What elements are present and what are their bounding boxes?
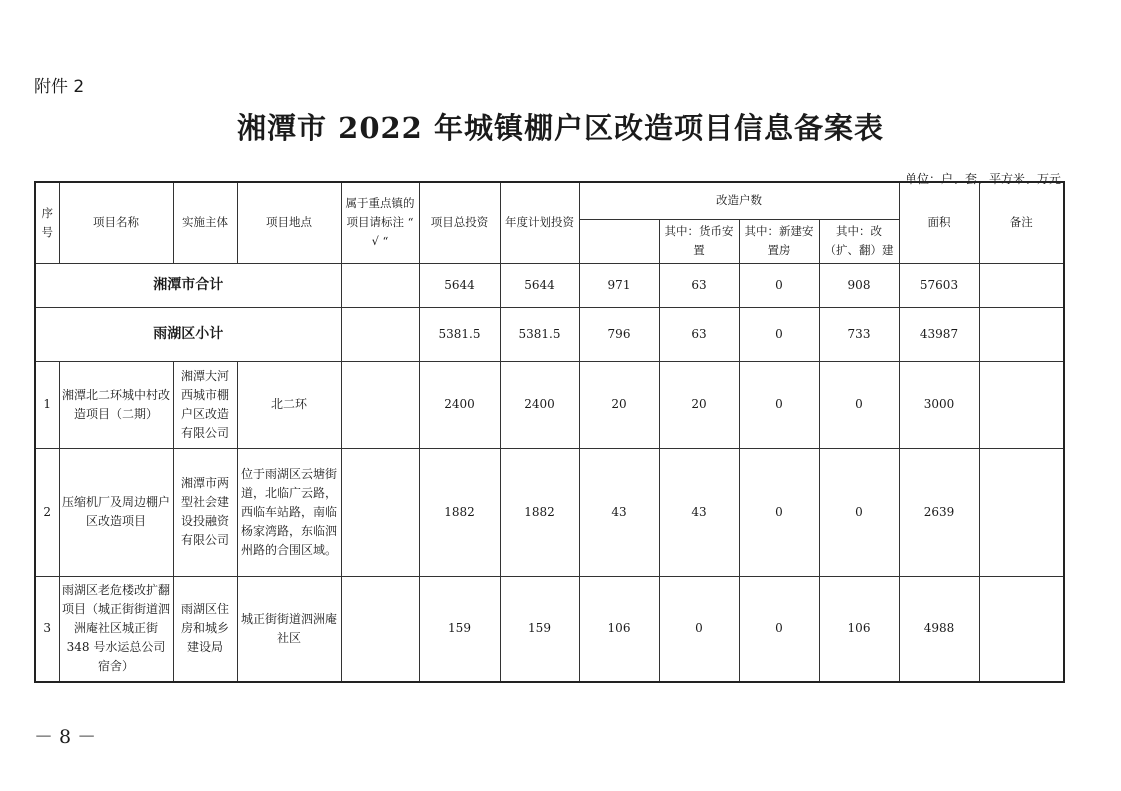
attachment-label: 附件 2 <box>34 77 85 97</box>
row-entity: 湘潭大河西城市棚户区改造有限公司 <box>173 361 237 448</box>
header-currency: 其中：货币安置 <box>659 219 739 263</box>
row-name: 雨湖区老危楼改扩翻项目（城正街街道泗洲庵社区城正街 348 号水运总公司宿舍） <box>59 576 173 682</box>
summary-currency: 63 <box>659 307 739 361</box>
document-title: 湘潭市 2022 年城镇棚户区改造项目信息备案表 <box>237 111 884 145</box>
summary-total: 5381.5 <box>419 307 500 361</box>
row-currency: 43 <box>659 448 739 576</box>
summary-currency: 63 <box>659 263 739 307</box>
row-seq: 2 <box>35 448 59 576</box>
header-seq: 序号 <box>35 182 59 263</box>
header-households-total <box>579 219 659 263</box>
header-area: 面积 <box>899 182 979 263</box>
summary-label: 雨湖区小计 <box>35 307 341 361</box>
row-renovate: 106 <box>819 576 899 682</box>
row-new-build: 0 <box>739 361 819 448</box>
unit-note: 单位：户、套、平方米、万元 <box>904 172 1061 186</box>
summary-remarks <box>979 263 1064 307</box>
row-area: 4988 <box>899 576 979 682</box>
row-area: 3000 <box>899 361 979 448</box>
row-households: 106 <box>579 576 659 682</box>
summary-households: 971 <box>579 263 659 307</box>
row-total: 1882 <box>419 448 500 576</box>
row-entity: 雨湖区住房和城乡建设局 <box>173 576 237 682</box>
summary-new-build: 0 <box>739 307 819 361</box>
table-row <box>35 361 1064 448</box>
summary-area: 43987 <box>899 307 979 361</box>
summary-row-district <box>35 307 1064 361</box>
summary-total: 5644 <box>419 263 500 307</box>
header-location: 项目地点 <box>237 182 341 263</box>
project-table <box>34 181 1065 683</box>
header-total-investment: 项目总投资 <box>419 182 500 263</box>
table-row <box>35 576 1064 682</box>
row-remarks <box>979 576 1064 682</box>
header-entity: 实施主体 <box>173 182 237 263</box>
row-remarks <box>979 361 1064 448</box>
row-households: 43 <box>579 448 659 576</box>
row-annual: 1882 <box>500 448 579 576</box>
row-remarks <box>979 448 1064 576</box>
header-new-build: 其中：新建安置房 <box>739 219 819 263</box>
row-name: 压缩机厂及周边棚户区改造项目 <box>59 448 173 576</box>
header-renovate: 其中：改（扩、翻）建 <box>819 219 899 263</box>
header-name: 项目名称 <box>59 182 173 263</box>
row-total: 2400 <box>419 361 500 448</box>
row-location: 位于雨湖区云塘街道，北临广云路，西临车站路，南临杨家湾路，东临泗州路的合围区域。 <box>237 448 341 576</box>
summary-new-build: 0 <box>739 263 819 307</box>
summary-key-town <box>341 263 419 307</box>
row-seq: 3 <box>35 576 59 682</box>
row-total: 159 <box>419 576 500 682</box>
row-annual: 159 <box>500 576 579 682</box>
page-number: － 8 － <box>34 726 97 748</box>
summary-annual: 5381.5 <box>500 307 579 361</box>
row-currency: 0 <box>659 576 739 682</box>
row-key-town <box>341 361 419 448</box>
row-area: 2639 <box>899 448 979 576</box>
row-new-build: 0 <box>739 576 819 682</box>
row-location: 北二环 <box>237 361 341 448</box>
summary-households: 796 <box>579 307 659 361</box>
row-renovate: 0 <box>819 448 899 576</box>
summary-renovate: 733 <box>819 307 899 361</box>
summary-annual: 5644 <box>500 263 579 307</box>
row-new-build: 0 <box>739 448 819 576</box>
row-location: 城正街街道泗洲庵社区 <box>237 576 341 682</box>
row-annual: 2400 <box>500 361 579 448</box>
header-row-1 <box>35 182 1064 219</box>
summary-row-city <box>35 263 1064 307</box>
header-key-town: 属于重点镇的项目请标注 “ √ “ <box>341 182 419 263</box>
table-row <box>35 448 1064 576</box>
summary-label: 湘潭市合计 <box>35 263 341 307</box>
summary-remarks <box>979 307 1064 361</box>
row-key-town <box>341 576 419 682</box>
summary-area: 57603 <box>899 263 979 307</box>
row-seq: 1 <box>35 361 59 448</box>
row-households: 20 <box>579 361 659 448</box>
summary-renovate: 908 <box>819 263 899 307</box>
header-annual-plan: 年度计划投资 <box>500 182 579 263</box>
row-renovate: 0 <box>819 361 899 448</box>
header-households: 改造户数 <box>579 182 899 219</box>
row-entity: 湘潭市两型社会建设投融资有限公司 <box>173 448 237 576</box>
row-name: 湘潭北二环城中村改造项目（二期） <box>59 361 173 448</box>
row-key-town <box>341 448 419 576</box>
header-remarks: 备注 <box>979 182 1064 263</box>
summary-key-town <box>341 307 419 361</box>
row-currency: 20 <box>659 361 739 448</box>
